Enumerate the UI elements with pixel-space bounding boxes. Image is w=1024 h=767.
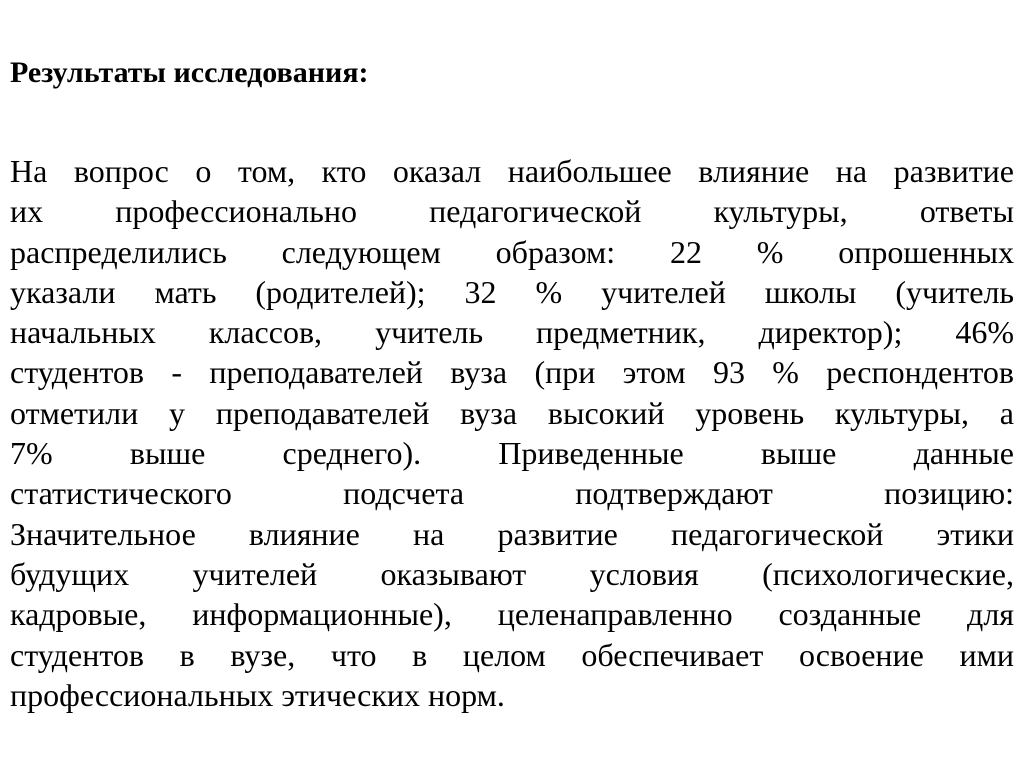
paragraph-line: указали мать (родителей); 32 % учителей школы (учитель [10, 273, 1014, 310]
slide-body-paragraph [10, 151, 1014, 715]
paragraph-line: 7% выше среднего). Приведенные выше данные [10, 435, 1014, 472]
slide-heading: Результаты исследования: [10, 56, 369, 89]
paragraph-line: распределились следующем образом: 22 % опрошенных [10, 233, 1014, 270]
paragraph-line: будущих учителей оказывают условия (психологические, [10, 555, 1014, 592]
paragraph-line: отметили у преподавателей вуза высокий уровень культуры, а [10, 394, 1014, 431]
paragraph-line: студентов в вузе, что в целом обеспечивает освоение ими [10, 636, 1014, 673]
paragraph-line: Значительное влияние на развитие педагогической этики [10, 515, 1014, 552]
paragraph-line: студентов - преподавателей вуза (при этом 93 % респондентов [10, 354, 1014, 391]
paragraph-line: их профессионально педагогической культуры, ответы [10, 193, 1014, 230]
paragraph-line: кадровые, информационные), целенаправленно созданные для [10, 596, 1014, 633]
paragraph-line: статистического подсчета подтверждают позицию: [10, 475, 1014, 512]
paragraph-line: профессиональных этических норм. [10, 676, 505, 713]
paragraph-line: начальных классов, учитель предметник, директор); 46% [10, 314, 1014, 351]
paragraph-line: На вопрос о том, кто оказал наибольшее влияние на развитие [10, 153, 1014, 189]
